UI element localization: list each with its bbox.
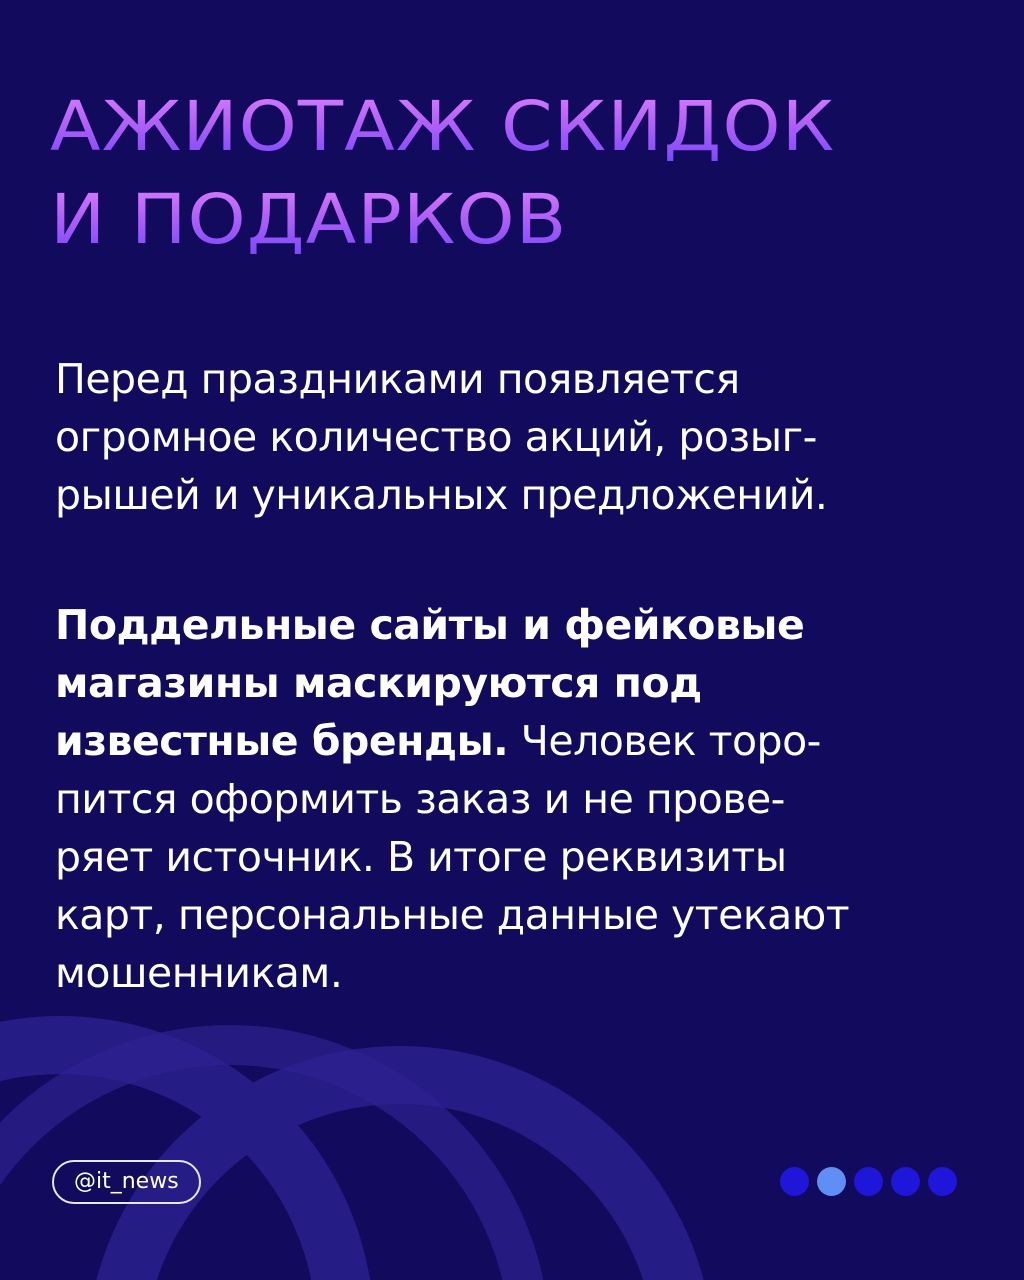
warning-line-5: ряет источник. В итоге реквизиты [55,833,787,881]
warning-bold-line-3: известные бренды. [55,717,509,765]
pagination-dot[interactable] [854,1167,883,1196]
intro-paragraph [55,350,965,524]
warning-mixed-line [55,712,965,770]
warning-continuation: Человек торо- [508,717,821,765]
channel-handle-badge[interactable]: @it_news [52,1160,201,1204]
headline-line-2: И ПОДАРКОВ [50,173,835,266]
pagination-dot[interactable] [780,1167,809,1196]
pagination-dot[interactable] [928,1167,957,1196]
headline [50,80,835,266]
intro-line-3: рышей и уникальных предложений. [55,471,828,519]
intro-line-2: огромное количество акций, розыг- [55,413,817,461]
warning-paragraph [55,596,965,1002]
intro-line-1: Перед праздниками появляется [55,355,740,403]
pagination-dots [780,1167,957,1197]
headline-line-1: АЖИОТАЖ СКИДОК [50,80,835,173]
warning-line-7: мошенникам. [55,949,343,997]
pagination-dot-active[interactable] [817,1167,846,1196]
warning-line-6: карт, персональные данные утекают [55,891,850,939]
warning-bold-line-1: Поддельные сайты и фейковые [55,601,805,649]
warning-bold-line-2: магазины маскируются под [55,659,702,707]
warning-line-4: пится оформить заказ и не прове- [55,775,785,823]
pagination-dot[interactable] [891,1167,920,1196]
